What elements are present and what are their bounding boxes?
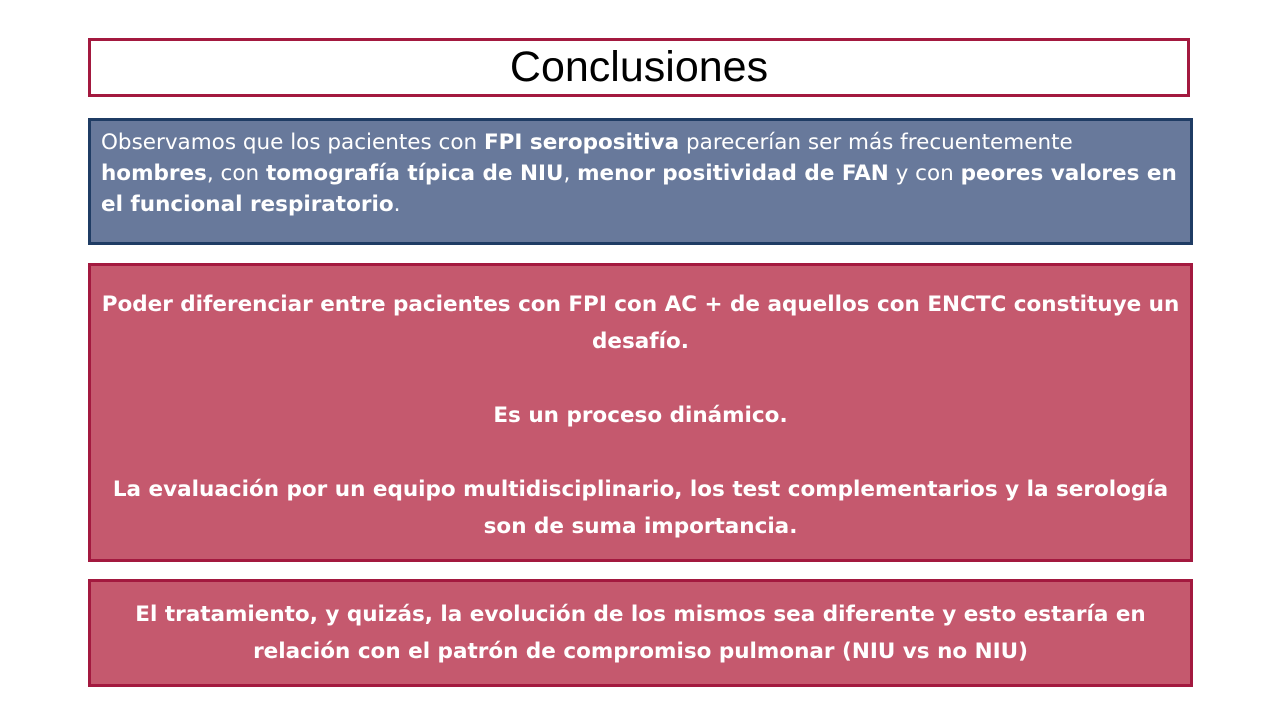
summary-text-3: , con: [206, 161, 266, 186]
summary-bold-hombres: hombres: [101, 161, 207, 186]
treatment-box: [88, 579, 1193, 687]
summary-bold-fan: menor positividad de FAN: [577, 161, 889, 186]
summary-text-1: Observamos que los pacientes con: [101, 130, 484, 155]
summary-bold-tomografia: tomografía típica de NIU: [265, 161, 564, 186]
challenge-paragraph-3: La evaluación por un equipo multidisciplinario, los test complementarios y la serología son de suma importancia.: [112, 477, 1169, 539]
treatment-paragraph: El tratamiento, y quizás, la evolución de los mismos sea diferente y esto estaría en relación con el patrón de compromiso pulmonar (NIU vs no NIU): [135, 602, 1146, 664]
summary-text-4: ,: [563, 161, 578, 186]
challenge-paragraph-2: Es un proceso dinámico.: [493, 403, 788, 428]
summary-bold-funcional: peores valores en el funcional respiratorio: [101, 161, 1177, 217]
challenge-box: [88, 263, 1193, 562]
slide-title: Conclusiones: [509, 43, 769, 91]
summary-text-5: y con: [888, 161, 961, 186]
challenge-paragraph-1: Poder diferenciar entre pacientes con FPI con AC + de aquellos con ENCTC constituye un desafío.: [101, 292, 1180, 354]
summary-text-2: parecerían ser más frecuentemente: [679, 130, 1073, 155]
summary-box: [88, 118, 1193, 245]
summary-text-6: .: [393, 192, 401, 217]
summary-bold-fpi: FPI seropositiva: [483, 130, 680, 155]
title-box: [88, 38, 1190, 97]
paragraph-spacer: [91, 360, 1190, 397]
paragraph-spacer: [91, 434, 1190, 471]
